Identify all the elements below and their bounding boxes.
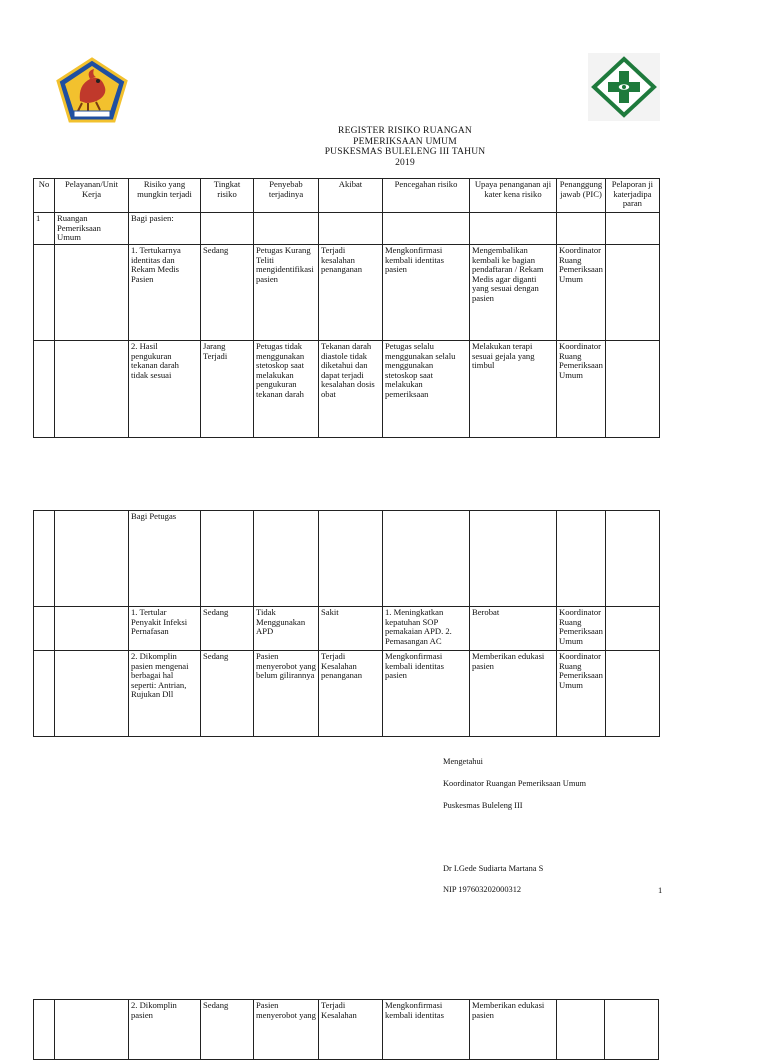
cell-effect: Terjadi Kesalahan — [319, 1000, 383, 1060]
cell-cause: Pasien menyerobot yang — [254, 1000, 319, 1060]
cell-no: 1 — [34, 213, 55, 245]
header-level: Tingkat risiko — [201, 179, 254, 213]
header-unit: Pelayanan/Unit Kerja — [55, 179, 129, 213]
title-line-3: PUSKESMAS BULELENG III TAHUN — [324, 147, 486, 157]
cell-risk: 2. Dikomplin pasien — [129, 1000, 201, 1060]
cell-unit: Ruangan Pemeriksaan Umum — [55, 213, 129, 245]
cell-pic: Koordinator Ruang Pemeriksaan Umum — [557, 607, 606, 651]
risk-register-table-next-page — [33, 999, 659, 1060]
cell-prevention: 1. Meningkatkan kepatuhan SOP pemakaian APD. 2. Pemasangan AC — [383, 607, 470, 651]
header-no: No — [34, 179, 55, 213]
table-row — [34, 607, 660, 651]
cell-risk: Bagi Petugas — [129, 511, 201, 607]
risk-register-table — [33, 178, 660, 438]
cell-effect: Terjadi kesalahan penanganan — [319, 245, 383, 341]
table-row — [34, 213, 660, 245]
signature-name: Dr I.Gede Sudiarta Martana S — [443, 864, 544, 873]
cell-prevention: Mengkonfirmasi kembali identitas pasien — [383, 651, 470, 737]
cell-risk: 2. Dikomplin pasien mengenai berbagai hal seperti: Antrian, Rujukan Dll — [129, 651, 201, 737]
cell-risk: Bagi pasien: — [129, 213, 201, 245]
table-row — [34, 651, 660, 737]
cell-handling: Berobat — [470, 607, 557, 651]
header-prevention: Pencegahan risiko — [383, 179, 470, 213]
signature-know: Mengetahui — [443, 757, 484, 766]
cell-effect: Tekanan darah diastole tidak diketahui dan dapat terjadi kesalahan dosis obat — [319, 341, 383, 438]
signature-role: Koordinator Ruangan Pemeriksaan Umum — [443, 779, 587, 788]
risk-register-table-continued — [33, 510, 660, 737]
table-row — [34, 1000, 659, 1060]
table-row — [34, 245, 660, 341]
document-title — [300, 126, 510, 168]
cell-handling: Melakukan terapi sesuai gejala yang timbul — [470, 341, 557, 438]
cell-level: Jarang Terjadi — [201, 341, 254, 438]
cell-cause: Tidak Menggunakan APD — [254, 607, 319, 651]
cell-risk: 1. Tertukarnya identitas dan Rekam Medis Pasien — [129, 245, 201, 341]
cell-level: Sedang — [201, 607, 254, 651]
title-line-4: 2019 — [395, 157, 415, 168]
title-line-2: PEMERIKSAAN UMUM — [353, 136, 457, 147]
cell-risk: 2. Hasil pengukuran tekanan darah tidak sesuai — [129, 341, 201, 438]
cell-level: Sedang — [201, 245, 254, 341]
cell-effect: Terjadi Kesalahan penanganan — [319, 651, 383, 737]
table-header-row — [34, 179, 660, 213]
cell-handling: Memberikan edukasi pasien — [470, 1000, 557, 1060]
cell-prevention: Mengkonfirmasi kembali identitas pasien — [383, 245, 470, 341]
header-risk: Risiko yang mungkin terjadi — [129, 179, 201, 213]
cell-risk: 1. Tertular Penyakit Infeksi Pernafasan — [129, 607, 201, 651]
cell-prevention: Mengkonfirmasi kembali identitas — [383, 1000, 470, 1060]
cell-cause: Petugas Kurang Teliti mengidentifikasi pasien — [254, 245, 319, 341]
cell-level: Sedang — [201, 1000, 254, 1060]
cell-effect: Sakit — [319, 607, 383, 651]
cell-cause: Petugas tidak menggunakan stetoskop saat melakukan pengukuran tekanan darah — [254, 341, 319, 438]
header-pic: Penanggung jawab (PIC) — [557, 179, 606, 213]
puskesmas-logo — [588, 53, 660, 121]
cell-pic: Koordinator Ruang Pemeriksaan Umum — [557, 651, 606, 737]
cell-cause: Pasien menyerobot yang belum gilirannya — [254, 651, 319, 737]
page-number: 1 — [658, 885, 663, 895]
cell-handling: Mengembalikan kembali ke bagian pendaftaran / Rekam Medis agar diganti yang sesuai dengan pasien — [470, 245, 557, 341]
cell-pic: Koordinator Ruang Pemeriksaan Umum — [557, 341, 606, 438]
signature-nip: NIP 197603202000312 — [443, 885, 522, 894]
title-line-1: REGISTER RISIKO RUANGAN — [338, 126, 472, 136]
cell-handling: Memberikan edukasi pasien — [470, 651, 557, 737]
header-effect: Akibat — [319, 179, 383, 213]
cell-pic: Koordinator Ruang Pemeriksaan Umum — [557, 245, 606, 341]
table-row — [34, 511, 660, 607]
regency-emblem-logo — [56, 57, 128, 123]
header-reporting: Pelaporan ji katerjadipa paran — [605, 179, 659, 213]
cell-level: Sedang — [201, 651, 254, 737]
signature-org: Puskesmas Buleleng III — [443, 801, 523, 810]
header-handling: Upaya penanganan aji kater kena risiko — [470, 179, 557, 213]
header-cause: Penyebab terjadinya — [254, 179, 319, 213]
table-row — [34, 341, 660, 438]
cell-prevention: Petugas selalu menggunakan selalu menggunakan stetoskop saat melakukan pemeriksaan — [383, 341, 470, 438]
